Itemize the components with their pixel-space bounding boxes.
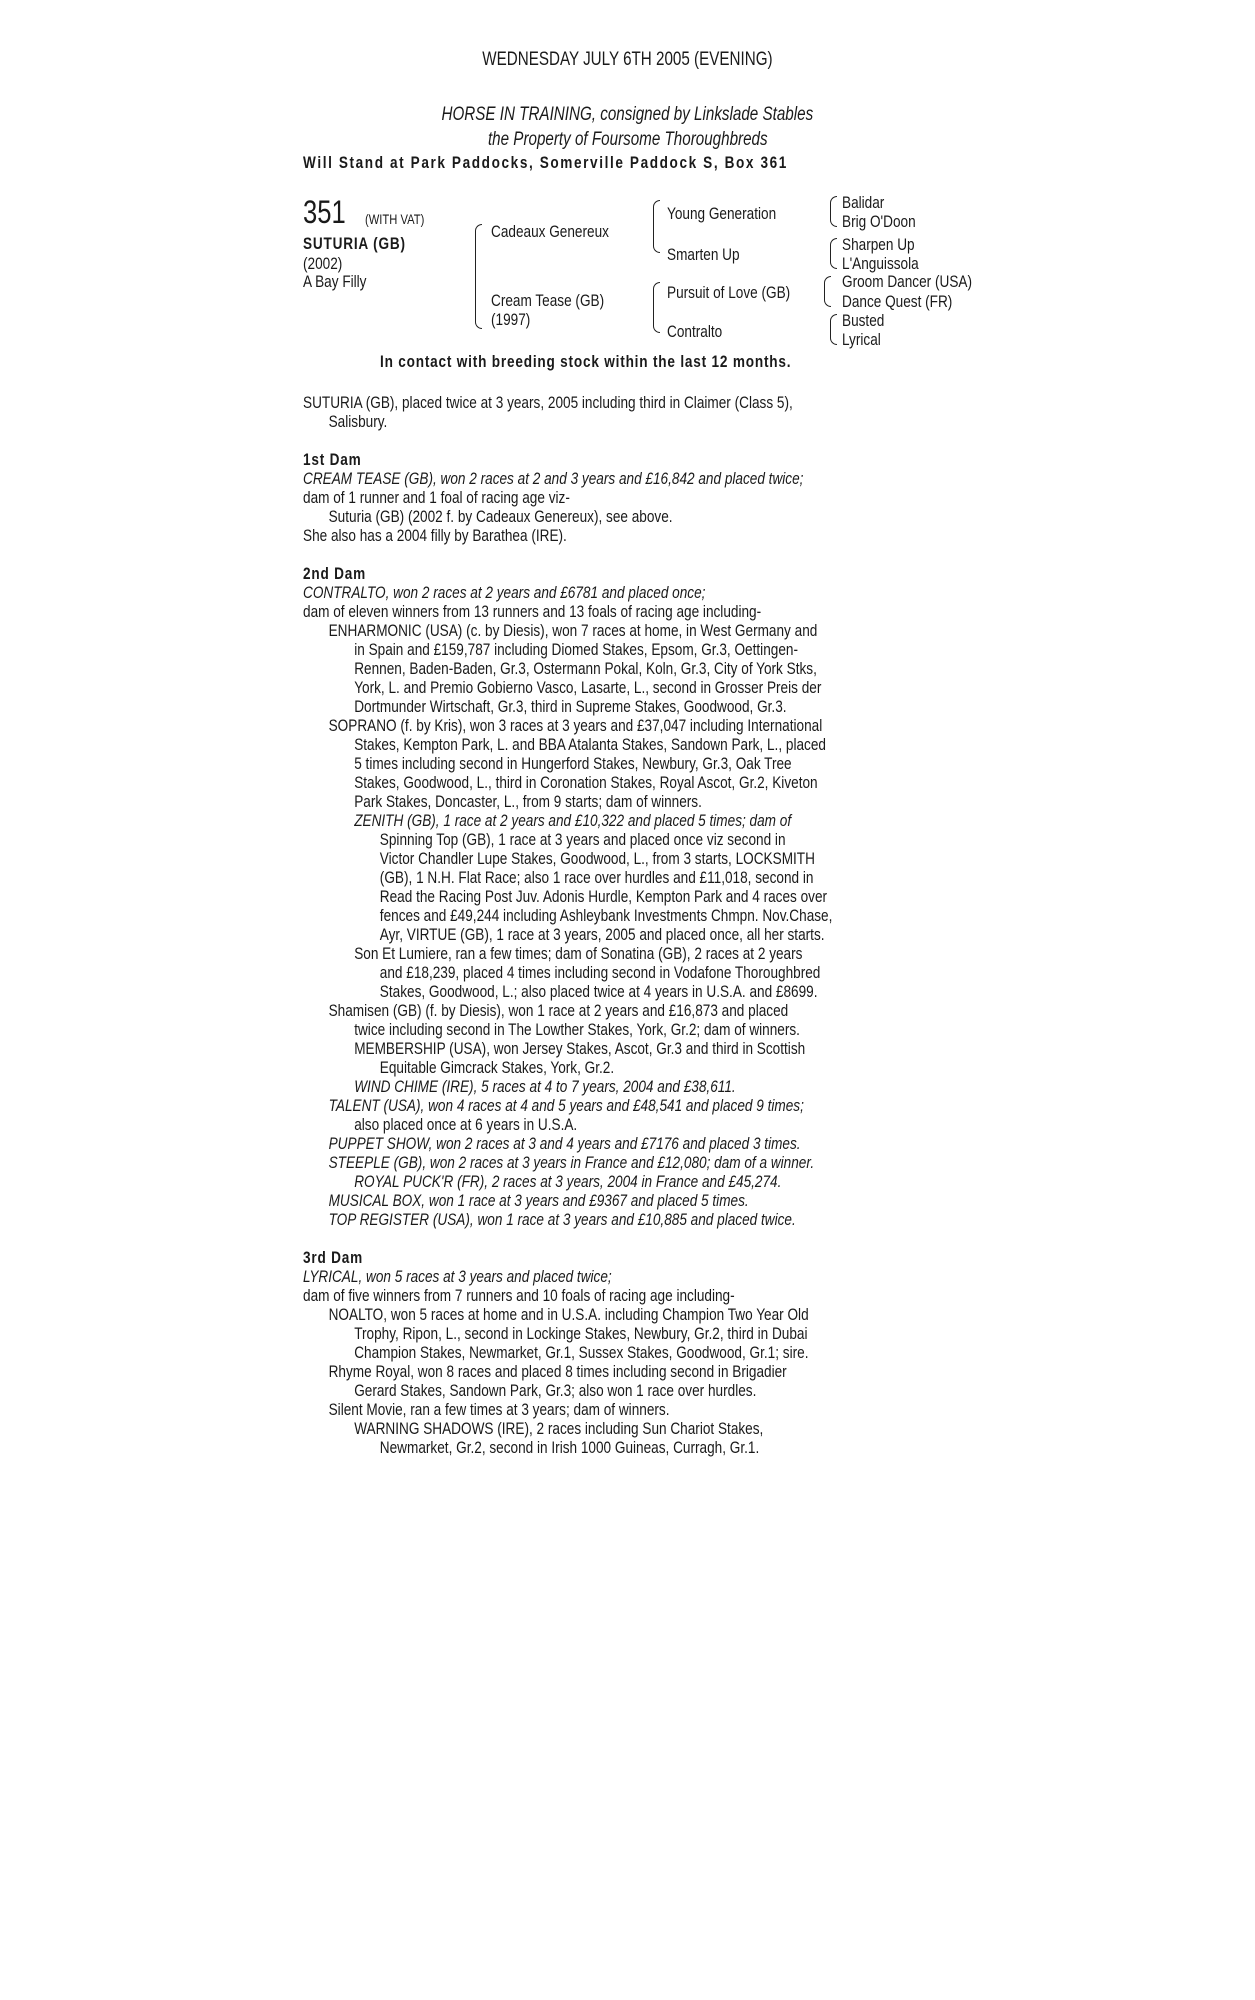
second-dam-line: Read the Racing Post Juv. Adonis Hurdle, Kempton Park and 4 races over: [379, 887, 828, 906]
second-dam-line: and £18,239, placed 4 times including second in Vodafone Thoroughbred: [379, 963, 821, 982]
second-dam-line: PUPPET SHOW, won 2 races at 3 and 4 years and £7176 and placed 3 times.: [328, 1134, 801, 1153]
first-dam-heading: 1st Dam: [303, 450, 362, 469]
third-dam-line: Rhyme Royal, won 8 races and placed 8 times including second in Brigadier: [328, 1362, 787, 1381]
sale-date: [0, 50, 1255, 70]
stand-location-text: Will Stand at Park Paddocks, Somerville Paddock S, Box 361: [303, 153, 788, 172]
summary-line: Salisbury.: [328, 412, 388, 431]
sale-date-text: WEDNESDAY JULY 6TH 2005 (EVENING): [482, 49, 773, 70]
second-dam-line: STEEPLE (GB), won 2 races at 3 years in France and £12,080; dam of a winner.: [328, 1153, 815, 1172]
second-dam-line: (GB), 1 N.H. Flat Race; also 1 race over hurdles and £11,018, second in: [379, 868, 814, 887]
horse-year: [303, 254, 352, 274]
consignment-text-2: the Property of Foursome Thoroughbreds: [487, 129, 768, 150]
second-dam-line: Rennen, Baden-Baden, Gr.3, Ostermann Pokal, Koln, Gr.3, City of York Stks,: [354, 659, 817, 678]
third-dam-line: dam of five winners from 7 runners and 10 foals of racing age including-: [303, 1286, 735, 1305]
second-dam-line: York, L. and Premio Gobierno Vasco, Lasarte, L., second in Grosser Preis der: [354, 678, 822, 697]
second-dam-line: CONTRALTO, won 2 races at 2 years and £6781 and placed once;: [303, 583, 706, 602]
pedigree-sss: [842, 193, 895, 213]
third-dam-heading: 3rd Dam: [303, 1248, 364, 1267]
pedigree-ssd: [842, 212, 934, 232]
pedigree-ds-text: Pursuit of Love (GB): [667, 283, 791, 302]
second-dam-line: ROYAL PUCK'R (FR), 2 races at 3 years, 2004 in France and £45,274.: [354, 1172, 782, 1191]
pedigree-sds-text: Sharpen Up: [842, 235, 915, 254]
second-dam-heading: 2nd Dam: [303, 564, 367, 583]
consignment-line-1: [0, 105, 1255, 125]
second-dam-line: TOP REGISTER (USA), won 1 race at 3 years and £10,885 and placed twice.: [328, 1210, 796, 1229]
pedigree-dss-text: Groom Dancer (USA): [842, 272, 972, 291]
second-dam-line: WIND CHIME (IRE), 5 races at 4 to 7 years, 2004 and £38,611.: [354, 1077, 736, 1096]
consignment-text-1: HORSE IN TRAINING, consigned by Linkslade Stables: [441, 104, 814, 125]
second-dam-line: Son Et Lumiere, ran a few times; dam of Sonatina (GB), 2 races at 2 years: [354, 944, 803, 963]
pedigree-brace-dd-top: [830, 314, 837, 331]
second-dam-line: ZENITH (GB), 1 race at 2 years and £10,322 and placed 5 times; dam of: [354, 811, 792, 830]
second-dam-line: Stakes, Goodwood, L., third in Coronation Stakes, Royal Ascot, Gr.2, Kiveton: [354, 773, 818, 792]
second-dam-line: ENHARMONIC (USA) (c. by Diesis), won 7 races at home, in West Germany and: [328, 621, 818, 640]
summary-line: SUTURIA (GB), placed twice at 3 years, 2005 including third in Claimer (Class 5),: [303, 393, 793, 412]
pedigree-sire: [491, 222, 638, 242]
pedigree-dam-year: [491, 310, 540, 330]
third-dam-line: Silent Movie, ran a few times at 3 years; dam of winners.: [328, 1400, 670, 1419]
pedigree-brace-main-top: [475, 224, 482, 283]
horse-name-text: SUTURIA (GB): [303, 234, 406, 253]
pedigree-brace-ss-bottom: [830, 212, 837, 227]
pedigree-dds: [842, 311, 895, 331]
pedigree-sire-sire: [667, 204, 803, 224]
third-dam-line: Newmarket, Gr.2, second in Irish 1000 Guineas, Curragh, Gr.1.: [379, 1438, 760, 1457]
first-dam-line: CREAM TEASE (GB), won 2 races at 2 and 3 years and £16,842 and placed twice;: [303, 469, 804, 488]
stand-location: [303, 153, 909, 173]
pedigree-sss-text: Balidar: [842, 193, 885, 212]
second-dam-line: Stakes, Goodwood, L.; also placed twice at 4 years in U.S.A. and £8699.: [379, 982, 818, 1001]
second-dam-line: also placed once at 6 years in U.S.A.: [354, 1115, 578, 1134]
pedigree-brace-ds-top: [824, 276, 831, 293]
second-dam-line: Park Stakes, Doncaster, L., from 9 starts; dam of winners.: [354, 792, 702, 811]
pedigree-brace-dam-top: [653, 282, 660, 307]
pedigree-sire-dam: [667, 245, 758, 265]
second-dam-line: Shamisen (GB) (f. by Diesis), won 1 race at 2 years and £16,873 and placed: [328, 1001, 789, 1020]
pedigree-dam-dam: [667, 322, 736, 342]
pedigree-sdd: [842, 254, 938, 274]
vat-text: (WITH VAT): [365, 211, 425, 227]
third-dam-line: LYRICAL, won 5 races at 3 years and placed twice;: [303, 1267, 612, 1286]
third-dam-line: Gerard Stakes, Sandown Park, Gr.3; also won 1 race over hurdles.: [354, 1381, 757, 1400]
lot-number-text: 351: [303, 194, 346, 230]
breeding-notice: [380, 352, 894, 372]
second-dam-line: in Spain and £159,787 including Diomed Stakes, Epsom, Gr.3, Oettingen-: [354, 640, 798, 659]
pedigree-sds: [842, 235, 933, 255]
pedigree-sire-text: Cadeaux Genereux: [491, 222, 609, 241]
pedigree-dam-year-text: (1997): [491, 310, 531, 329]
breeding-notice-text: In contact with breeding stock within the last 12 months.: [380, 352, 792, 371]
second-dam-line: Spinning Top (GB), 1 race at 3 years and placed once viz second in: [379, 830, 786, 849]
pedigree-dam-text: Cream Tease (GB): [491, 291, 605, 310]
pedigree-ssd-text: Brig O'Doon: [842, 212, 916, 231]
first-dam-line: dam of 1 runner and 1 foal of racing age viz-: [303, 488, 570, 507]
pedigree-ddd-text: Lyrical: [842, 330, 881, 349]
second-dam-line: fences and £49,244 including Ashleybank Investments Chmpn. Nov.Chase,: [379, 906, 833, 925]
pedigree-brace-dam-bottom: [653, 306, 660, 333]
pedigree-ss-text: Young Generation: [667, 204, 777, 223]
horse-description: [303, 272, 382, 292]
horse-name: [303, 234, 431, 254]
second-dam-line: twice including second in The Lowther Stakes, York, Gr.2; dam of winners.: [354, 1020, 800, 1039]
pedigree-brace-sd-bottom: [830, 254, 837, 269]
lot-number: [303, 195, 356, 229]
second-dam-line: Stakes, Kempton Park, L. and BBA Atalanta Stakes, Sandown Park, L., placed: [354, 735, 826, 754]
second-dam-line: MUSICAL BOX, won 1 race at 3 years and £9367 and placed 5 times.: [328, 1191, 749, 1210]
second-dam-line: Victor Chandler Lupe Stakes, Goodwood, L., from 3 starts, LOCKSMITH: [379, 849, 815, 868]
horse-description-text: A Bay Filly: [303, 272, 367, 291]
pedigree-ddd: [842, 330, 891, 350]
pedigree-dsd-text: Dance Quest (FR): [842, 292, 953, 311]
second-dam-line: TALENT (USA), won 4 races at 4 and 5 years and £48,541 and placed 9 times;: [328, 1096, 804, 1115]
pedigree-dd-text: Contralto: [667, 322, 723, 341]
first-dam-line: She also has a 2004 filly by Barathea (IRE).: [303, 526, 567, 545]
second-dam-line: dam of eleven winners from 13 runners and 13 foals of racing age including-: [303, 602, 762, 621]
pedigree-brace-ss-top: [830, 196, 837, 213]
pedigree-brace-sd-top: [830, 238, 837, 255]
pedigree-dss: [842, 272, 1004, 292]
pedigree-brace-main-bottom: [475, 282, 482, 329]
third-dam-line: Trophy, Ripon, L., second in Lockinge Stakes, Newbury, Gr.2, third in Dubai: [354, 1324, 808, 1343]
horse-year-text: (2002): [303, 254, 343, 273]
second-dam-line: Equitable Gimcrack Stakes, York, Gr.2.: [379, 1058, 615, 1077]
third-dam-line: NOALTO, won 5 races at home and in U.S.A. including Champion Two Year Old: [328, 1305, 809, 1324]
second-dam-line: SOPRANO (f. by Kris), won 3 races at 3 years and £37,047 including International: [328, 716, 823, 735]
pedigree-sd-text: Smarten Up: [667, 245, 740, 264]
second-dam-line: Dortmunder Wirtschaft, Gr.3, third in Supreme Stakes, Goodwood, Gr.3.: [354, 697, 787, 716]
catalogue-body: [303, 393, 963, 1457]
second-dam-line: MEMBERSHIP (USA), won Jersey Stakes, Ascot, Gr.3 and third in Scottish: [354, 1039, 806, 1058]
pedigree-dam-sire: [667, 283, 821, 303]
pedigree-brace-dd-bottom: [830, 330, 837, 345]
consignment-line-2: [0, 130, 1255, 150]
pedigree-brace-sire-bottom: [653, 230, 660, 253]
second-dam-line: 5 times including second in Hungerford Stakes, Newbury, Gr.3, Oak Tree: [354, 754, 792, 773]
pedigree-brace-sire-top: [653, 200, 660, 231]
pedigree-dam: [491, 291, 632, 311]
third-dam-line: WARNING SHADOWS (IRE), 2 races including Sun Chariot Stakes,: [354, 1419, 764, 1438]
third-dam-line: Champion Stakes, Newmarket, Gr.1, Sussex Stakes, Goodwood, Gr.1; sire.: [354, 1343, 809, 1362]
pedigree-brace-ds-bottom: [824, 292, 831, 307]
pedigree-dds-text: Busted: [842, 311, 885, 330]
pedigree-dsd: [842, 292, 980, 312]
second-dam-line: Ayr, VIRTUE (GB), 1 race at 3 years, 2005 and placed once, all her starts.: [379, 925, 825, 944]
first-dam-line: Suturia (GB) (2002 f. by Cadeaux Genereux), see above.: [328, 507, 673, 526]
pedigree-sdd-text: L'Anguissola: [842, 254, 919, 273]
vat-note: [365, 210, 439, 229]
